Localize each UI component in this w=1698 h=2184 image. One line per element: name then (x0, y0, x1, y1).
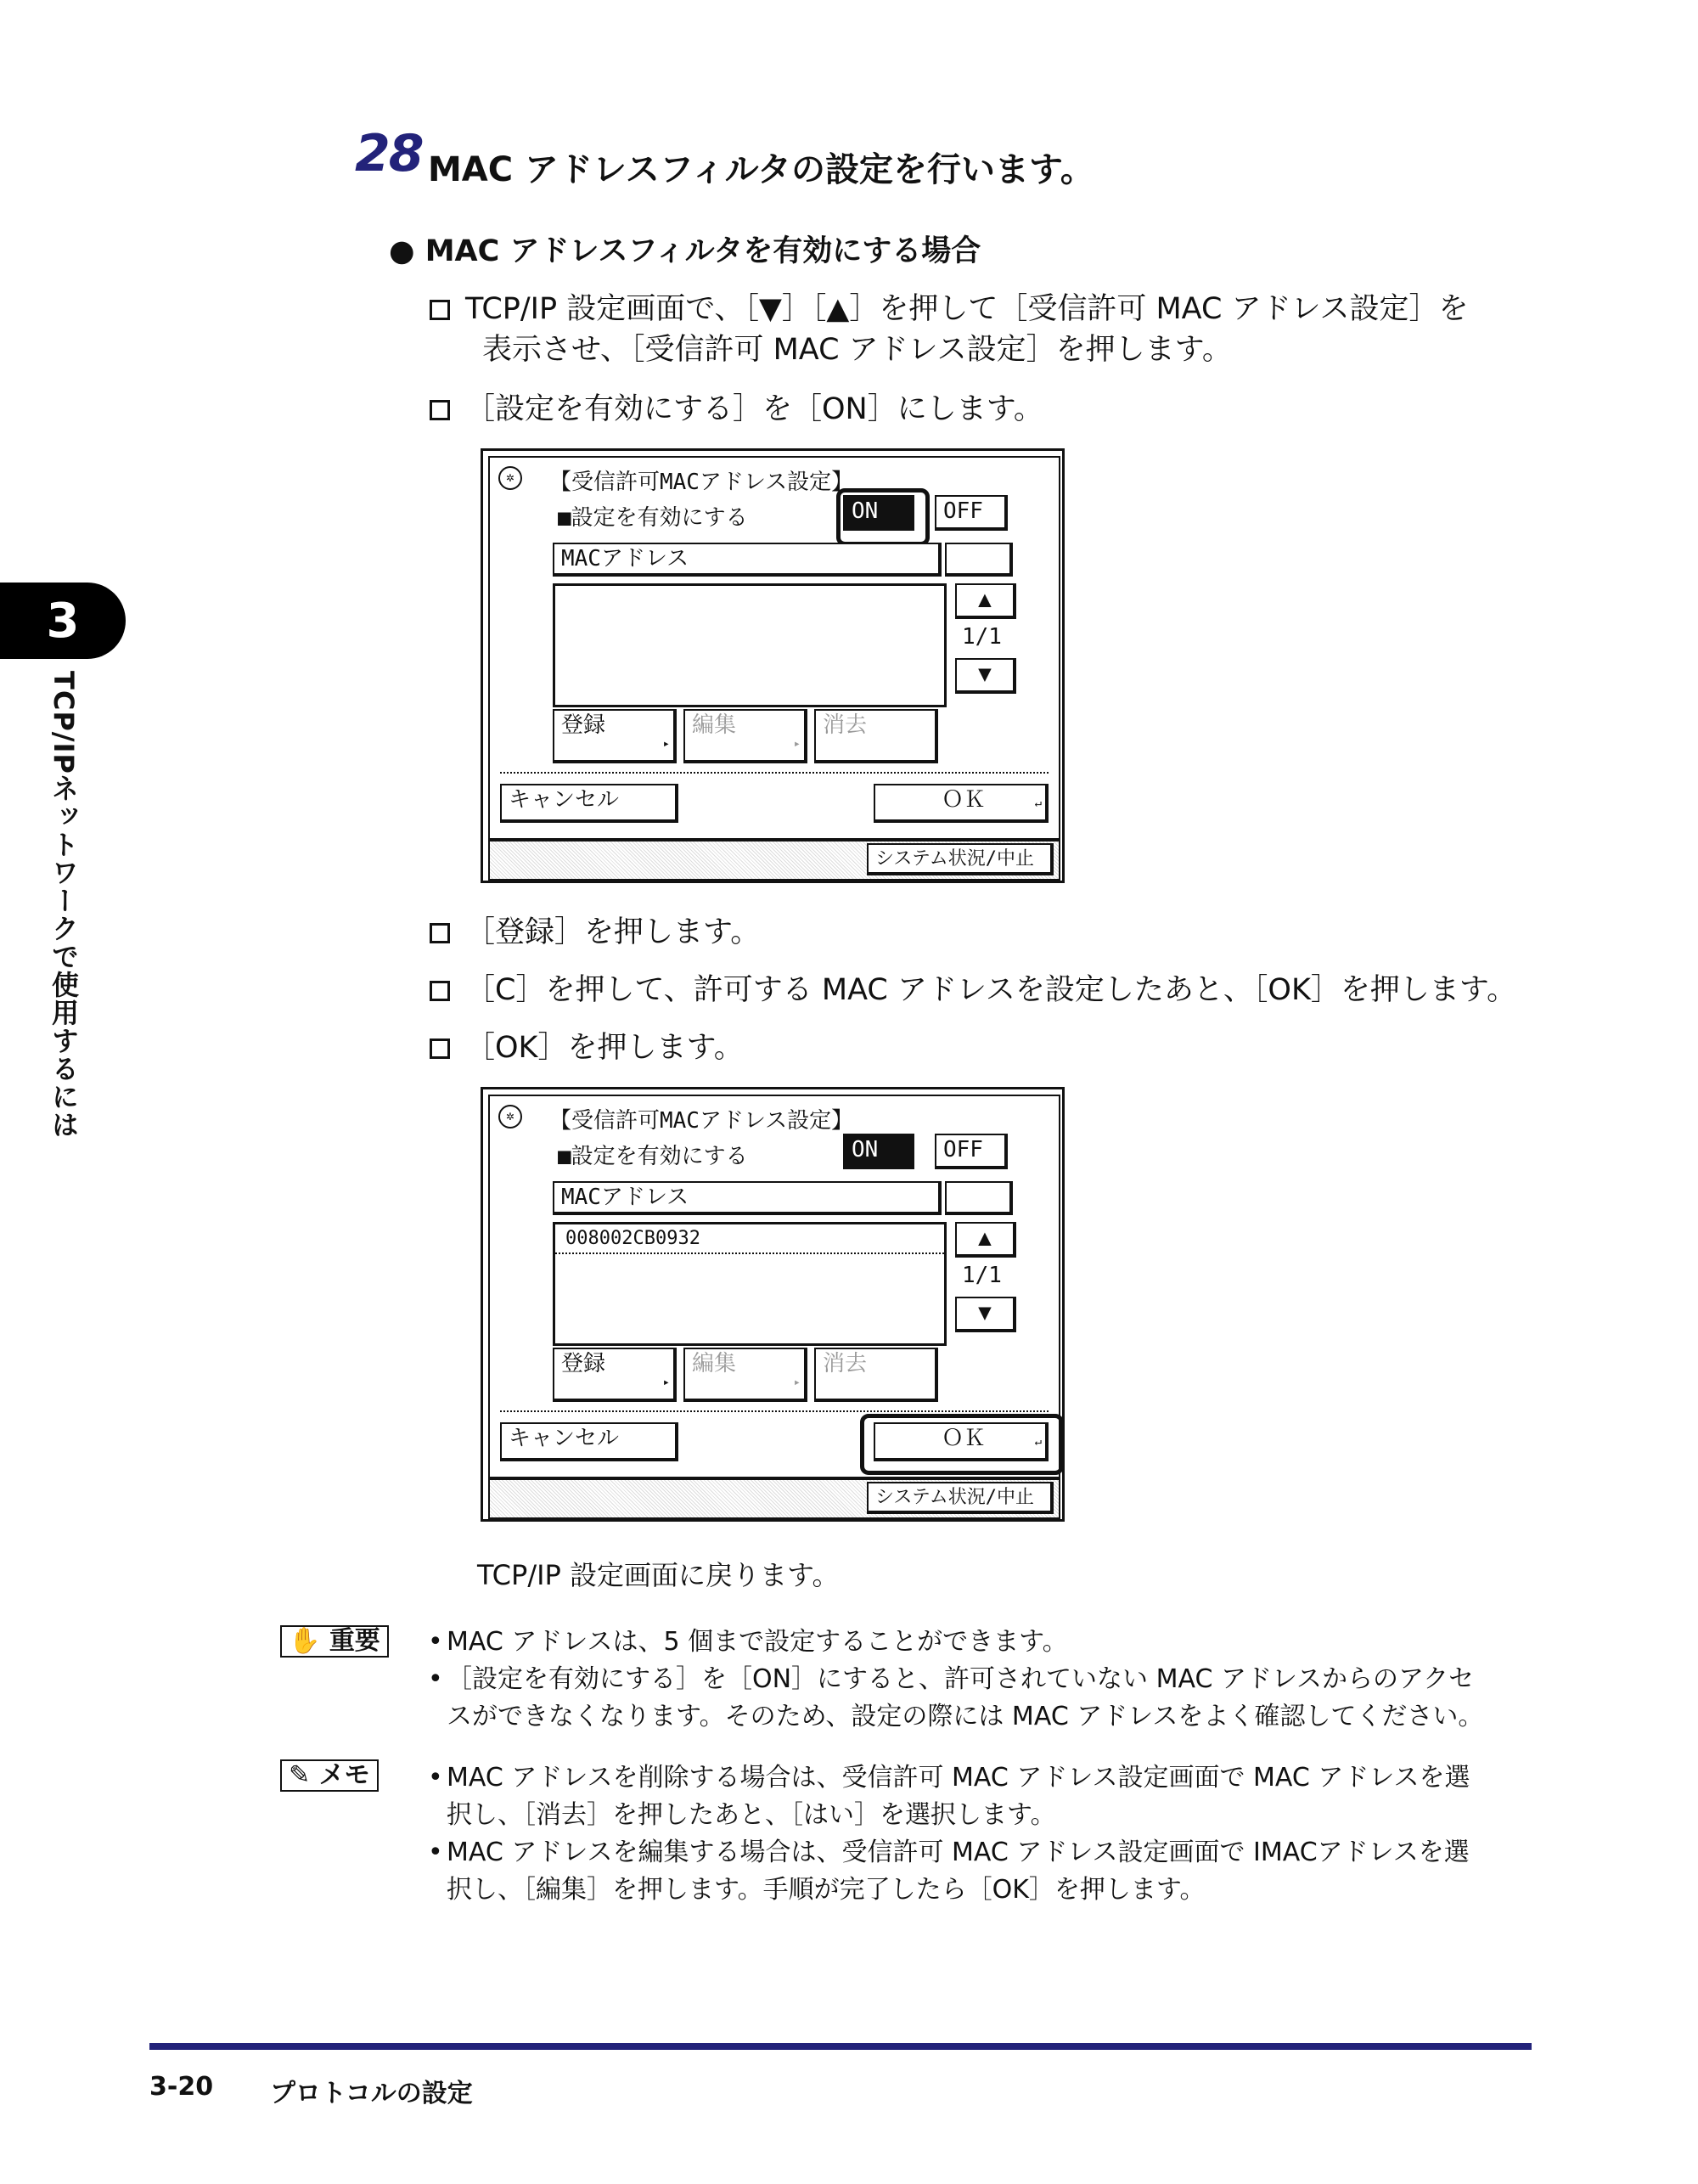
cancel-button[interactable]: キャンセル (500, 784, 678, 823)
section-title: プロトコルの設定 (270, 2079, 473, 2108)
pencil-icon: ✎ (289, 1760, 311, 1790)
screen-panel (488, 1095, 1060, 1478)
edit-button[interactable]: 編集 ▸ (683, 709, 807, 763)
delete-button[interactable]: 消去 (814, 709, 938, 763)
checkbox-icon (430, 981, 450, 1001)
system-status-button[interactable]: システム状況/中止 (867, 1482, 1054, 1514)
screen-title: 【受信許可MACアドレス設定】 (549, 470, 854, 495)
note-bullet: • ［設定を有効にする］を［ON］にすると、許可されていない MAC アドレスからのアクセ (428, 1664, 1475, 1694)
list-header-right (945, 543, 1013, 577)
page-number: 3-20 (149, 2072, 214, 2102)
status-bar (488, 840, 1060, 881)
memo-label: ✎ メモ (280, 1759, 379, 1792)
checkbox-icon (430, 400, 450, 420)
list-item[interactable]: 008002CB0932 (555, 1224, 944, 1254)
result-text: TCP/IP 設定画面に戻ります。 (477, 1559, 840, 1591)
list-header: MACアドレス (553, 543, 942, 577)
chapter-tab (0, 583, 126, 659)
checkbox-icon (430, 1039, 450, 1059)
device-screen-2 (481, 1087, 1065, 1522)
ok-button[interactable]: ＯＫ ↵ (874, 1422, 1049, 1461)
gear-icon: ✲ (498, 466, 522, 490)
gear-icon: ✲ (498, 1105, 522, 1129)
checklist-item: ［登録］を押します。 (430, 910, 760, 954)
list-header: MACアドレス (553, 1181, 942, 1215)
on-button[interactable]: ON (843, 1134, 914, 1169)
checklist-item: ［C］を押して、許可する MAC アドレスを設定したあと、［OK］を押します。 (430, 968, 1516, 1012)
checklist-item: TCP/IP 設定画面で、［▼］［▲］を押して［受信許可 MAC アドレス設定］を (430, 287, 1469, 331)
subsection-heading: ● MAC アドレスフィルタを有効にする場合 (389, 234, 981, 268)
footer-rule (149, 2043, 1532, 2050)
checklist-item: ［OK］を押します。 (430, 1026, 744, 1070)
scroll-down-button[interactable]: ▼ (955, 1297, 1016, 1332)
scroll-up-button[interactable]: ▲ (955, 583, 1016, 619)
page-indicator: 1/1 (962, 624, 1002, 650)
checkbox-icon (430, 923, 450, 943)
note-bullet: • MAC アドレスを削除する場合は、受信許可 MAC アドレス設定画面で MAC アドレスを選 (428, 1763, 1470, 1793)
note-bullet-cont: スができなくなります。そのため、設定の際には MAC アドレスをよく確認してください。 (447, 1702, 1484, 1731)
divider (500, 1410, 1049, 1412)
edit-button[interactable]: 編集 ▸ (683, 1348, 807, 1402)
scroll-up-button[interactable]: ▲ (955, 1222, 1016, 1258)
delete-button[interactable]: 消去 (814, 1348, 938, 1402)
note-bullet: • MAC アドレスを編集する場合は、受信許可 MAC アドレス設定画面で IMACアドレスを選 (428, 1838, 1470, 1867)
page-indicator: 1/1 (962, 1263, 1002, 1288)
important-label: ✋ 重要 (280, 1625, 389, 1658)
note-bullet-cont: 択し、［編集］を押します。手順が完了したら［OK］を押します。 (447, 1875, 1206, 1905)
enable-label: ■設定を有効にする (558, 1144, 748, 1169)
important-notes (428, 1624, 1532, 1736)
step-title: MAC アドレスフィルタの設定を行います。 (428, 150, 1094, 189)
on-button[interactable]: ON (843, 495, 914, 531)
screen-panel (488, 456, 1060, 840)
register-button[interactable]: 登録 ▸ (553, 709, 677, 763)
divider (500, 772, 1049, 774)
mac-list[interactable] (553, 1222, 947, 1346)
scroll-down-button[interactable]: ▼ (955, 658, 1016, 694)
note-bullet-cont: 択し、［消去］を押したあと、［はい］を選択します。 (447, 1800, 1056, 1830)
chapter-title: TCP/IPネットワークで使用するには (48, 671, 80, 1139)
step-number: 28 (355, 124, 423, 183)
list-header-right (945, 1181, 1013, 1215)
off-button[interactable]: OFF (935, 495, 1008, 531)
screen-title: 【受信許可MACアドレス設定】 (549, 1108, 854, 1134)
mac-list[interactable] (553, 583, 947, 707)
off-button[interactable]: OFF (935, 1134, 1008, 1169)
system-status-button[interactable]: システム状況/中止 (867, 843, 1054, 875)
register-button[interactable]: 登録 ▸ (553, 1348, 677, 1402)
status-bar (488, 1478, 1060, 1519)
cancel-button[interactable]: キャンセル (500, 1422, 678, 1461)
checklist-item-cont: 表示させ、［受信許可 MAC アドレス設定］を押します。 (482, 333, 1232, 367)
note-bullet: • MAC アドレスは、5 個まで設定することができます。 (428, 1627, 1068, 1657)
memo-notes (428, 1759, 1532, 1909)
checkbox-icon (430, 300, 450, 320)
enable-label: ■設定を有効にする (558, 505, 748, 531)
device-screen-1 (481, 448, 1065, 883)
hand-icon: ✋ (289, 1626, 321, 1656)
checklist-item: ［設定を有効にする］を［ON］にします。 (430, 387, 1043, 431)
ok-button[interactable]: ＯＫ ↵ (874, 784, 1049, 823)
chapter-number: 3 (46, 593, 80, 649)
